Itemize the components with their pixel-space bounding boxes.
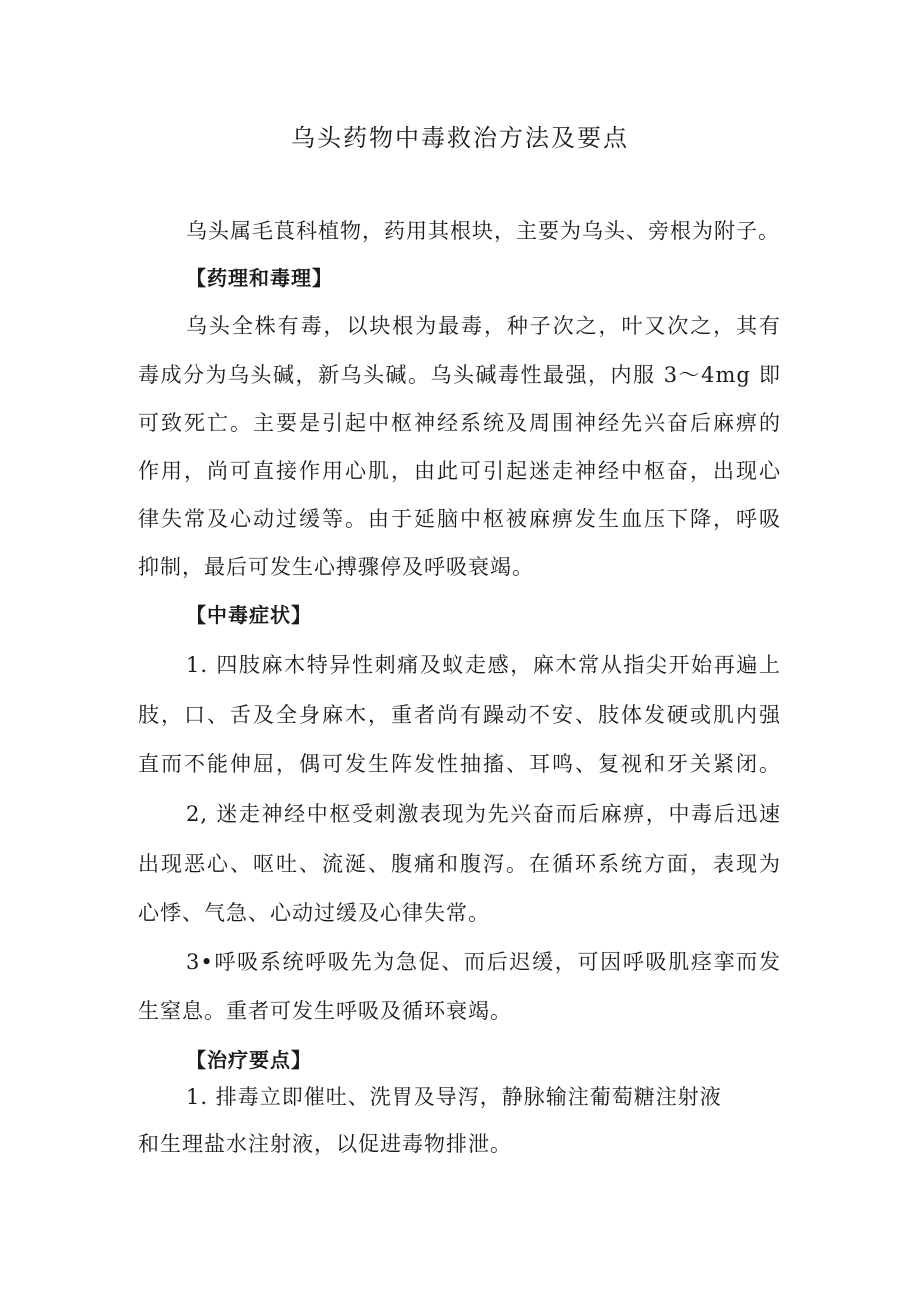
paragraph-line: 作用，尚可直接作用心肌，由此可引起迷走神经中枢奋，出现心 (138, 459, 781, 483)
paragraph-line: 肢，口、舌及全身麻木，重者尚有躁动不安、肢体发硬或肌内强 (138, 703, 781, 727)
paragraph-line: 直而不能伸屈，偶可发生阵发性抽搐、耳鸣、复视和牙关紧闭。 (138, 752, 781, 776)
paragraph-line: 心悸、气急、心动过缓及心律失常。 (138, 901, 490, 925)
paragraph-line: 生窒息。重者可发生呼吸及循环衰竭。 (138, 999, 512, 1023)
paragraph-line: 2, 迷走神经中枢受刺激表现为先兴奋而后麻痹，中毒后迅速 (186, 802, 781, 826)
paragraph-line: 出现恶心、呕吐、流涎、腹痛和腹泻。在循环系统方面，表现为 (138, 852, 781, 876)
paragraph-line: 毒成分为乌头碱，新乌头碱。乌头碱毒性最强，内服 3～4mg 即 (138, 363, 781, 387)
paragraph-line: 乌头全株有毒，以块根为最毒，种子次之，叶又次之，其有 (186, 314, 781, 338)
section-heading-treatment: 【治疗要点】 (186, 1048, 312, 1072)
section-heading-symptoms: 【中毒症状】 (186, 603, 312, 627)
document-title: 乌头药物中毒救治方法及要点 (291, 124, 629, 152)
paragraph-line: 和生理盐水注射液，以促进毒物排泄。 (138, 1132, 512, 1156)
paragraph-line: 律失常及心动过缓等。由于延脑中枢被麻痹发生血压下降，呼吸 (138, 507, 781, 531)
paragraph-line: 1. 排毒立即催吐、洗胃及导泻，静脉输注葡萄糖注射液 (186, 1085, 722, 1109)
section-heading-pharmacology: 【药理和毒理】 (186, 266, 333, 290)
paragraph-line: 抑制，最后可发生心搏骤停及呼吸衰竭。 (138, 555, 534, 579)
paragraph-line: 3•呼吸系统呼吸先为急促、而后迟缓，可因呼吸肌痉挛而发 (186, 950, 781, 974)
paragraph-line: 1. 四肢麻木特异性刺痛及蚁走感，麻木常从指尖开始再遍上 (186, 653, 781, 677)
intro-paragraph: 乌头属毛茛科植物，药用其根块，主要为乌头、旁根为附子。 (186, 219, 780, 243)
paragraph-line: 可致死亡。主要是引起中枢神经系统及周围神经先兴奋后麻痹的 (138, 411, 781, 435)
